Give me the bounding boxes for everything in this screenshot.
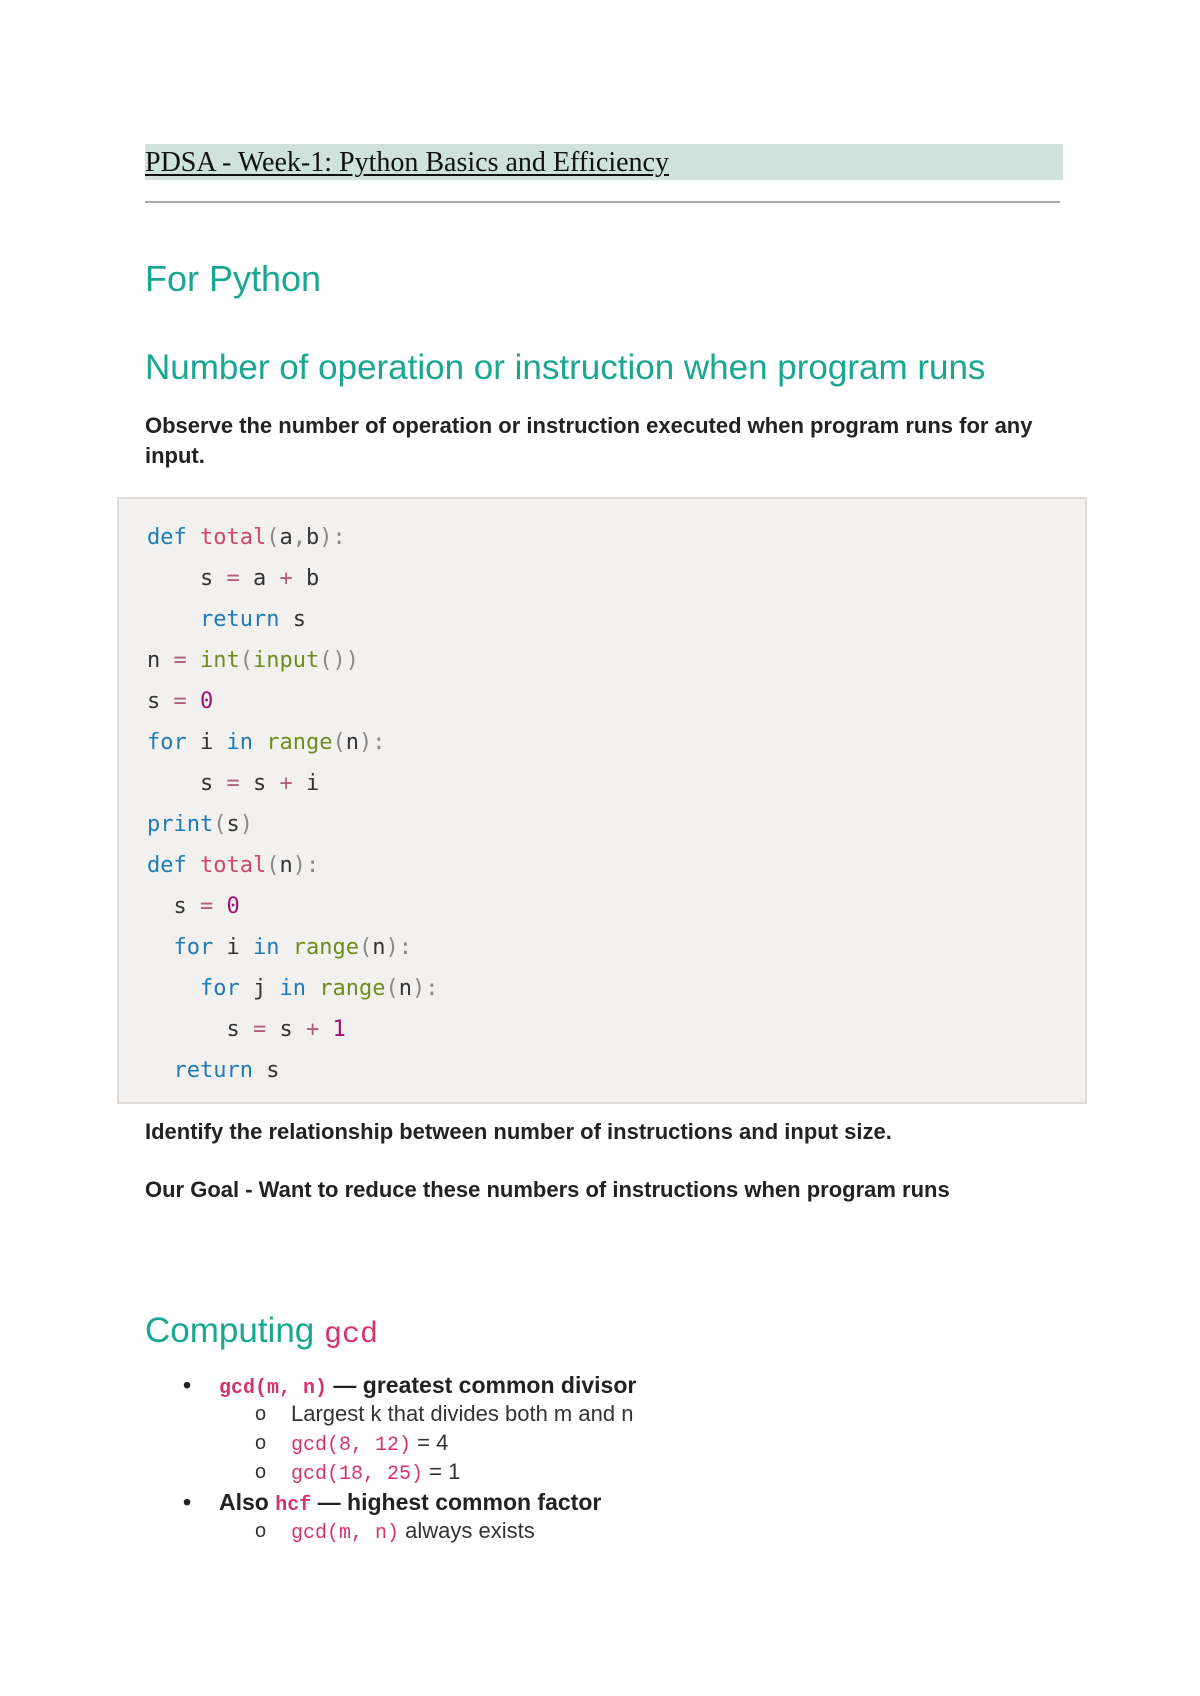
sub-bullet: o <box>255 1461 267 1483</box>
code-line: print(s) <box>147 812 253 837</box>
heading-number-of-operations: Number of operation or instruction when program runs <box>145 348 986 387</box>
code-line: s = a + b <box>147 566 320 591</box>
code-line: s = s + i <box>147 771 320 796</box>
horizontal-rule <box>145 201 1060 203</box>
gcd-exists-text: always exists <box>399 1518 535 1543</box>
sub-bullet: o <box>255 1520 267 1542</box>
gcd-description: — greatest common divisor <box>327 1372 637 1398</box>
sub-bullet: o <box>255 1432 267 1454</box>
gcd-example-code: gcd(18, 25) <box>291 1463 424 1486</box>
code-line: s = 0 <box>147 894 240 919</box>
code-line: def total(a,b): <box>147 525 346 550</box>
identify-paragraph: Identify the relationship between number of instructions and input size. <box>145 1119 892 1144</box>
document-title: PDSA - Week-1: Python Basics and Efficiency <box>145 147 669 178</box>
code-line: for j in range(n): <box>199 976 439 1001</box>
heading-for-python: For Python <box>145 258 322 299</box>
hcf-code: hcf <box>275 1494 312 1517</box>
code-line: for i in range(n): <box>147 730 386 755</box>
observe-paragraph: Observe the number of operation or instruction executed when program runs for any input. <box>145 413 1033 468</box>
heading-gcd-code: gcd <box>323 1318 378 1352</box>
code-line: n = int(input()) <box>147 648 359 673</box>
hcf-description: — highest common factor <box>311 1489 602 1515</box>
code-line: return s <box>173 1058 280 1083</box>
heading-computing-label: Computing <box>145 1311 324 1350</box>
gcd-example-result: = 1 <box>423 1459 461 1484</box>
sub-bullet: o <box>255 1403 267 1425</box>
gcd-exists-code: gcd(m, n) <box>291 1522 400 1545</box>
bullet-dot: • <box>183 1372 192 1398</box>
code-line: for i in range(n): <box>173 935 412 960</box>
code-line: return s <box>199 607 306 632</box>
gcd-signature: gcd(m, n) <box>219 1377 328 1400</box>
code-line: def total(n): <box>147 853 320 878</box>
gcd-example-result: = 4 <box>411 1430 449 1455</box>
gcd-definition: Largest k that divides both m and n <box>291 1401 634 1426</box>
hcf-prefix: Also <box>219 1489 276 1515</box>
gcd-example-code: gcd(8, 12) <box>291 1434 412 1457</box>
heading-computing-gcd <box>145 1310 378 1356</box>
code-line: s = s + 1 <box>147 1017 346 1042</box>
goal-paragraph: Our Goal - Want to reduce these numbers of instructions when program runs <box>145 1177 950 1202</box>
code-block <box>117 497 1087 1104</box>
code-line: s = 0 <box>147 689 214 714</box>
bullet-dot: • <box>183 1489 192 1515</box>
